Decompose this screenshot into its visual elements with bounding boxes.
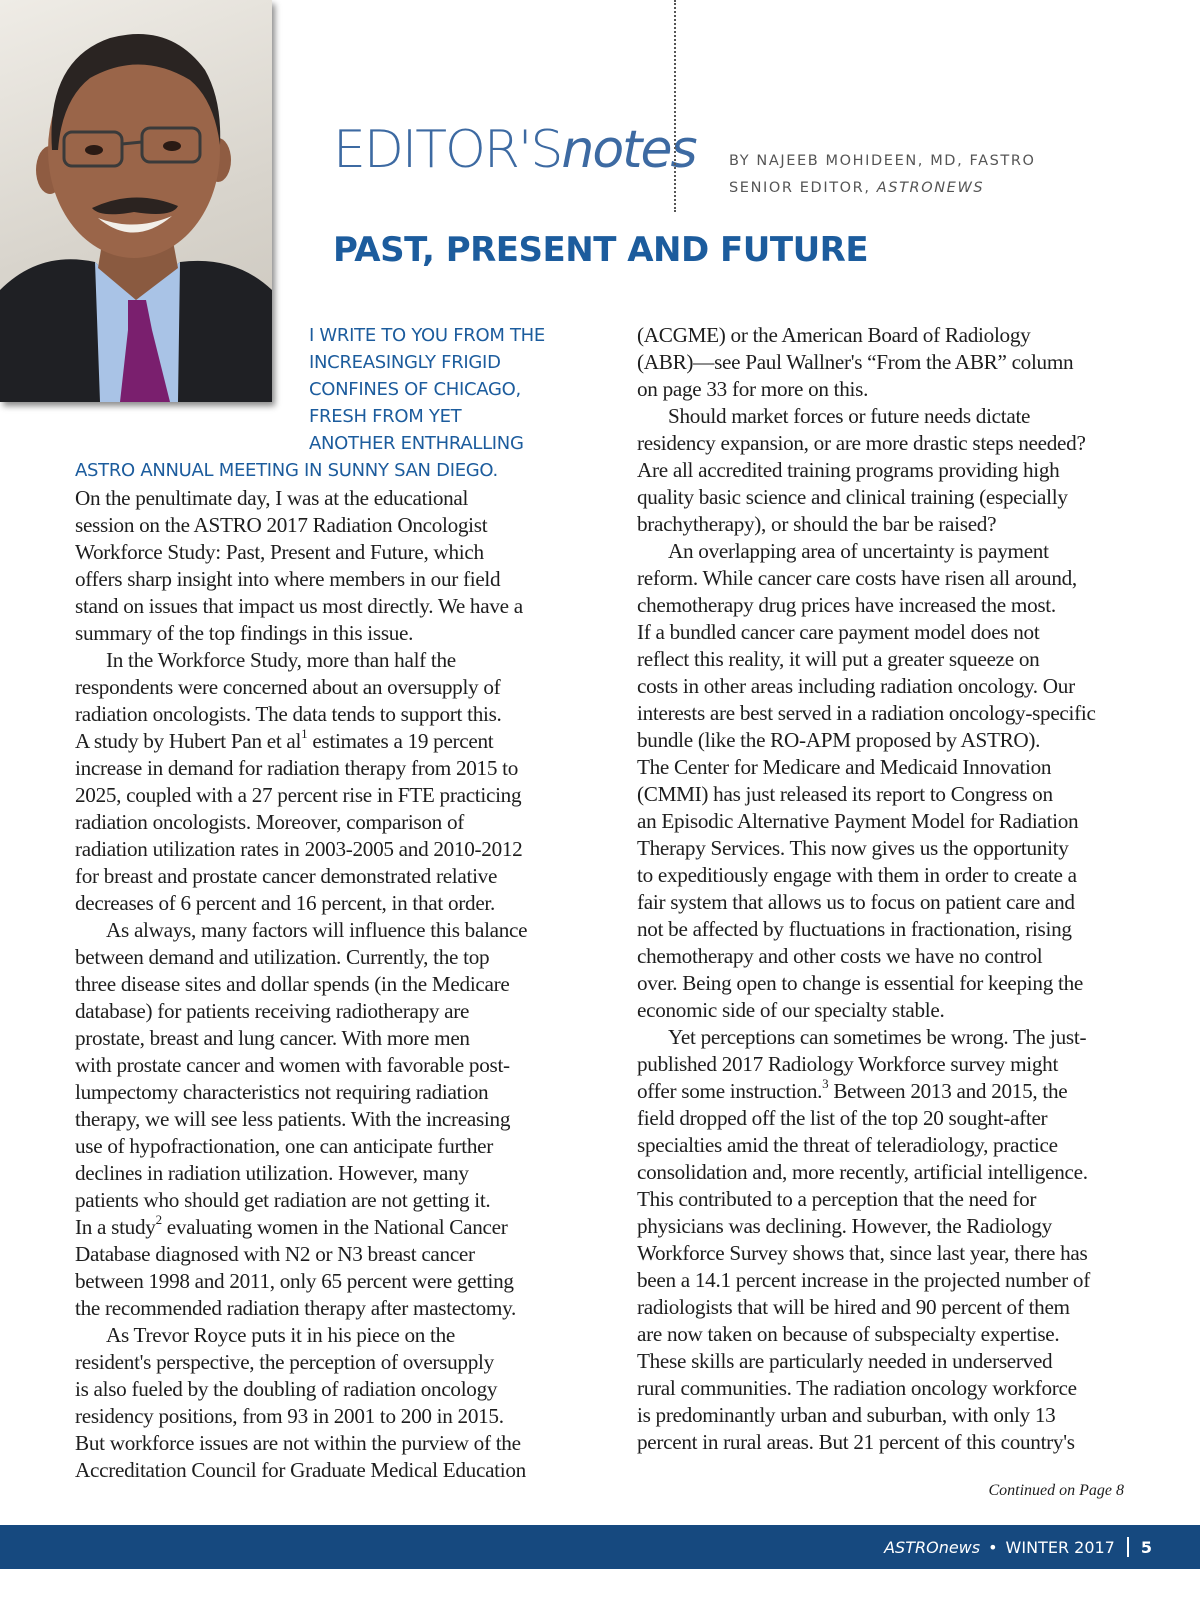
body-line: summary of the top findings in this issue. (75, 621, 414, 645)
lead-intro (309, 322, 545, 457)
body-line: are now taken on because of subspecialty expertise. (637, 1322, 1060, 1346)
body-line: economic side of our specialty stable. (637, 998, 945, 1022)
byline-role: SENIOR EDITOR, (729, 180, 877, 196)
column-masthead (333, 120, 696, 180)
footer-divider (1127, 1537, 1129, 1557)
body-line: between demand and utilization. Currently, the top (75, 945, 490, 969)
body-line: reform. While cancer care costs have risen all around, (637, 566, 1077, 590)
left-column (75, 485, 565, 1484)
body-line: radiation utilization rates in 2003-2005 and 2010-2012 (75, 837, 523, 861)
body-line: prostate, breast and lung cancer. With more men (75, 1026, 470, 1050)
body-line: chemotherapy drug prices have increased the most. (637, 593, 1056, 617)
dotted-divider (674, 0, 676, 212)
body-line: Should market forces or future needs dictate (668, 404, 1031, 428)
body-line: between 1998 and 2011, only 65 percent were getting (75, 1269, 514, 1293)
byline (729, 148, 1036, 202)
body-line: As Trevor Royce puts it in his piece on the (106, 1323, 456, 1347)
body-line: the recommended radiation therapy after mastectomy. (75, 1296, 517, 1320)
body-line: on page 33 for more on this. (637, 377, 869, 401)
body-line: consolidation and, more recently, artificial intelligence. (637, 1160, 1088, 1184)
body-line: is predominantly urban and suburban, with only 13 (637, 1403, 1056, 1427)
masthead-italic: notes (561, 120, 696, 180)
author-portrait-image (0, 0, 272, 402)
body-line: radiation oncologists. Moreover, comparison of (75, 810, 465, 834)
lead-line: ASTRO ANNUAL MEETING IN SUNNY SAN DIEGO. (75, 460, 498, 481)
body-line: quality basic science and clinical training (especially (637, 485, 1068, 509)
body-line: residency expansion, or are more drastic steps needed? (637, 431, 1086, 455)
body-line: bundle (like the RO-APM proposed by ASTRO). (637, 728, 1041, 752)
body-line: patients who should get radiation are not getting it. (75, 1188, 491, 1212)
body-line: resident's perspective, the perception of oversupply (75, 1350, 494, 1374)
body-line: decreases of 6 percent and 16 percent, in that order. (75, 891, 496, 915)
body-line: an Episodic Alternative Payment Model for Radiation (637, 809, 1079, 833)
footer-bullet: • (988, 1537, 998, 1557)
body-line: therapy, we will see less patients. With the increasing (75, 1107, 511, 1131)
right-column (637, 322, 1137, 1456)
body-line: An overlapping area of uncertainty is payment (668, 539, 1049, 563)
lead-line: I WRITE TO YOU FROM THE (309, 325, 545, 346)
footnote-ref: 3 (822, 1075, 829, 1091)
body-line: If a bundled cancer care payment model does not (637, 620, 1040, 644)
body-line: use of hypofractionation, one can anticipate further (75, 1134, 493, 1158)
body-line: reflect this reality, it will put a greater squeeze on (637, 647, 1040, 671)
byline-publication: ASTRONEWS (876, 180, 985, 196)
body-line: Accreditation Council for Graduate Medical Education (75, 1458, 526, 1482)
body-text: evaluating women in the National Cancer (161, 1215, 508, 1239)
body-line: Workforce Study: Past, Present and Future, which (75, 540, 484, 564)
body-text: A study by Hubert Pan et al (75, 729, 302, 753)
byline-author: BY NAJEEB MOHIDEEN, MD, FASTRO (729, 153, 1036, 169)
body-line: Yet perceptions can sometimes be wrong. The just- (668, 1025, 1087, 1049)
body-line: Therapy Services. This now gives us the opportunity (637, 836, 1069, 860)
footnote-ref: 2 (155, 1211, 162, 1227)
body-line: interests are best served in a radiation oncology-specific (637, 701, 1096, 725)
body-line-with-ref (75, 725, 565, 755)
footnote-ref: 1 (301, 725, 308, 741)
body-line: costs in other areas including radiation oncology. Our (637, 674, 1075, 698)
body-line: offers sharp insight into where members in our field (75, 567, 501, 591)
body-line: is also fueled by the doubling of radiation oncology (75, 1377, 498, 1401)
body-text: offer some instruction. (637, 1079, 823, 1103)
body-line: In the Workforce Study, more than half the (106, 648, 456, 672)
body-line: to expeditiously engage with them in order to create a (637, 863, 1077, 887)
body-line: declines in radiation utilization. However, many (75, 1161, 469, 1185)
body-line: (ACGME) or the American Board of Radiology (637, 323, 1031, 347)
body-line: chemotherapy and other costs we have no control (637, 944, 1043, 968)
body-line: On the penultimate day, I was at the educational (75, 486, 469, 510)
page-footer (0, 1525, 1200, 1569)
lead-line: FRESH FROM YET (309, 406, 462, 427)
body-line: for breast and prostate cancer demonstrated relative (75, 864, 498, 888)
body-line: These skills are particularly needed in underserved (637, 1349, 1053, 1373)
body-line: increase in demand for radiation therapy from 2015 to (75, 756, 519, 780)
body-line: (CMMI) has just released its report to Congress on (637, 782, 1053, 806)
body-line: This contributed to a perception that the need for (637, 1187, 1037, 1211)
body-line: radiologists that will be hired and 90 percent of them (637, 1295, 1070, 1319)
body-line: published 2017 Radiology Workforce survey might (637, 1052, 1059, 1076)
body-line: radiation oncologists. The data tends to support this. (75, 702, 502, 726)
body-line: As always, many factors will influence this balance (106, 918, 528, 942)
body-text: In a study (75, 1215, 156, 1239)
author-photo (0, 0, 272, 402)
continued-on-page: Continued on Page 8 (988, 1482, 1124, 1499)
footer-text (884, 1525, 1152, 1569)
body-line: specialties amid the threat of teleradiology, practice (637, 1133, 1058, 1157)
body-line: fair system that allows us to focus on patient care and (637, 890, 1075, 914)
footer-magazine: ASTROnews (884, 1537, 981, 1557)
body-line: (ABR)—see Paul Wallner's “From the ABR” column (637, 350, 1074, 374)
body-line: The Center for Medicare and Medicaid Innovation (637, 755, 1052, 779)
body-line-with-ref (75, 1211, 565, 1241)
lead-line: INCREASINGLY FRIGID (309, 352, 501, 373)
body-line: rural communities. The radiation oncology workforce (637, 1376, 1077, 1400)
body-line: Database diagnosed with N2 or N3 breast cancer (75, 1242, 475, 1266)
lead-line: ANOTHER ENTHRALLING (309, 433, 524, 454)
body-line: respondents were concerned about an oversupply of (75, 675, 501, 699)
body-line: three disease sites and dollar spends (in the Medicare (75, 972, 510, 996)
body-line: lumpectomy characteristics not requiring radiation (75, 1080, 489, 1104)
body-line: stand on issues that impact us most directly. We have a (75, 594, 523, 618)
body-line: been a 14.1 percent increase in the projected number of (637, 1268, 1090, 1292)
body-line: with prostate cancer and women with favorable post- (75, 1053, 510, 1077)
body-line: percent in rural areas. But 21 percent of this country's (637, 1430, 1075, 1454)
body-line: Are all accredited training programs providing high (637, 458, 1060, 482)
body-line: not be affected by fluctuations in fractionation, rising (637, 917, 1072, 941)
body-line: Workforce Survey shows that, since last year, there has (637, 1241, 1088, 1265)
masthead-main: EDITOR'S (333, 120, 562, 180)
body-text: Between 2013 and 2015, the (828, 1079, 1068, 1103)
byline-role-line (729, 175, 1036, 202)
body-line: But workforce issues are not within the purview of the (75, 1431, 521, 1455)
body-line: physicians was declining. However, the Radiology (637, 1214, 1052, 1238)
body-text: estimates a 19 percent (307, 729, 494, 753)
body-line-with-ref (637, 1075, 1137, 1105)
footer-issue: WINTER 2017 (1005, 1537, 1115, 1557)
body-line: database) for patients receiving radiotherapy are (75, 999, 470, 1023)
body-line: over. Being open to change is essential for keeping the (637, 971, 1083, 995)
page-number: 5 (1140, 1537, 1152, 1557)
body-line: brachytherapy), or should the bar be raised? (637, 512, 997, 536)
body-line: field dropped off the list of the top 20 sought-after (637, 1106, 1048, 1130)
body-line: session on the ASTRO 2017 Radiation Oncologist (75, 513, 488, 537)
body-line: 2025, coupled with a 27 percent rise in FTE practicing (75, 783, 522, 807)
article-headline: PAST, PRESENT AND FUTURE (333, 230, 869, 270)
body-line: residency positions, from 93 in 2001 to 200 in 2015. (75, 1404, 504, 1428)
lead-line: CONFINES OF CHICAGO, (309, 379, 521, 400)
